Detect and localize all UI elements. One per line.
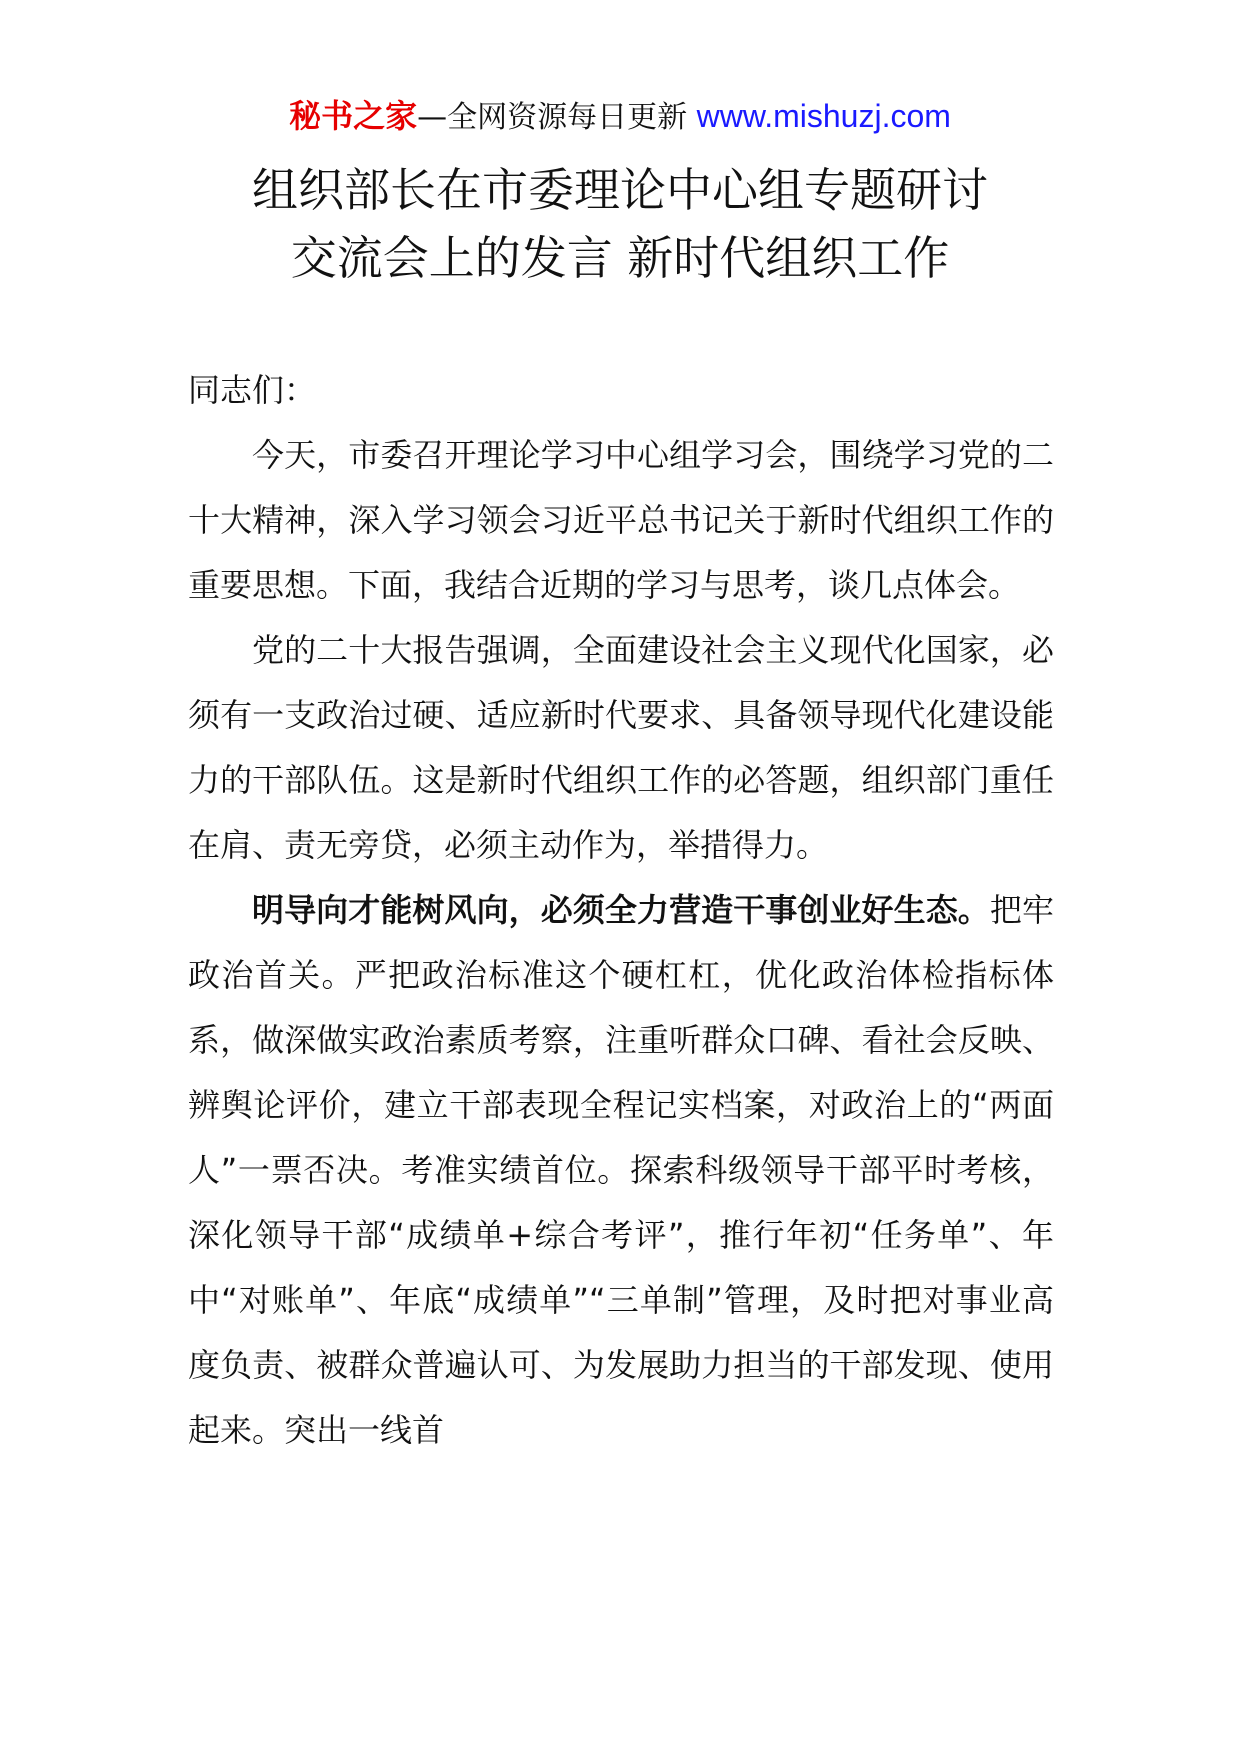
greeting: 同志们：	[188, 371, 317, 409]
paragraph-3-text: 把牢政治首关。严把政治标准这个硬杠杠，优化政治体检指标体系，做深做实政治素质考察，注重听群众口碑、看社会反映、辨舆论评价，建立干部表现全程记实档案，对政治上的“两面人”一票否决。考准实绩首位。探索科级领导干部平时考核，深化领导干部“成绩单+综合考评”，推行年初“任务单”、年中“对账单”、年底“成绩单”“三单制”管理，及时把对事业高度负责、被群众普遍认可、为发展助力担当的干部发现、使用起来。突出一线首	[188, 891, 1054, 1449]
brand-name: 秘书之家	[289, 97, 418, 135]
site-watermark-header	[0, 96, 1240, 138]
tagline: —全网资源每日更新	[417, 100, 697, 135]
paragraph-2: 党的二十大报告强调，全面建设社会主义现代化国家，必须有一支政治过硬、适应新时代要求、具备领导现代化建设能力的干部队伍。这是新时代组织工作的必答题，组织部门重任在肩、责无旁贷，必须主动作为，举措得力。	[188, 631, 1054, 864]
paragraph-1: 今天，市委召开理论学习中心组学习会，围绕学习党的二十大精神，深入学习领会习近平总书记关于新时代组织工作的重要思想。下面，我结合近期的学习与思考，谈几点体会。	[188, 436, 1054, 604]
paragraph-3	[188, 878, 1054, 1463]
section-heading: 明导向才能树风向，必须全力营造干事创业好生态。	[252, 891, 990, 929]
document-title-line-1: 组织部长在市委理论中心组专题研讨	[252, 163, 988, 217]
site-url: www.mishuzj.com	[696, 98, 951, 134]
document-title-line-2: 交流会上的发言 新时代组织工作	[290, 231, 950, 285]
document-body	[188, 358, 1054, 1463]
